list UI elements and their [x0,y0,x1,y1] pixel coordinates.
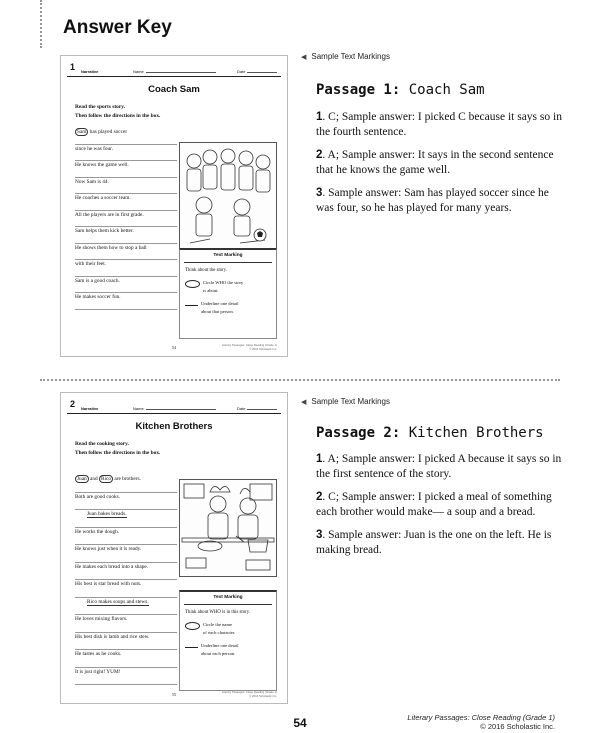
story-line: Sam helps them kick better. [75,227,177,244]
left-triangle-icon: ◀ [301,399,307,406]
circled-word: Sam [77,129,87,135]
story-line: He shows them how to stop a ball [75,244,177,261]
answer-number: 3 [316,529,323,541]
passage1-date-label: Date [237,69,277,74]
answer-number: 2 [316,491,323,503]
story-line: All the players are in first grade. [75,211,177,228]
credit-line: © 2016 Scholastic Inc. [249,693,277,698]
passage1-text-marking-box [179,248,277,339]
passage1-instructions [75,103,160,121]
passage-name: Kitchen Brothers [408,425,544,441]
story-line: He knows the game well. [75,161,177,178]
underline-icon [185,642,198,648]
answer-item [316,148,566,178]
answer-number: 1 [316,111,323,123]
instruction-text: is about. [203,287,219,293]
story-line: Sam is a good coach. [75,277,177,294]
story-line: Both are good cooks. [75,493,177,511]
passage2-name-label: Name [133,406,216,411]
answer-text: . A; Sample answer: It says in the second sentence that he knows the game well. [316,149,554,176]
circled-word: Rico [101,476,112,482]
instruction-text: about that person. [201,308,234,314]
instruction-line: Then follow the directions in the box. [75,450,161,456]
passage2-story-title: Kitchen Brothers [135,421,213,432]
story-line: He tastes as he cooks. [75,650,177,668]
instruction-line: Read the sports story. [75,104,126,110]
story-text: and [88,476,100,482]
underlined-detail: Rico makes soups and stews. [87,598,149,605]
text-marking-underline-item [185,642,271,657]
kitchen-brothers-illustration [179,479,277,577]
answer-item [316,490,566,520]
answer-text: . C; Sample answer: I picked a meal of something each brother would make— a soup and a bread. [316,491,552,518]
story-line: His best dish is lamb and rice stew. [75,633,177,651]
story-text: are brothers. [113,476,141,482]
story-line: with their feet. [75,260,177,277]
credit-line: Literary Passages: Close Reading (Grade 1) [221,343,277,347]
section-divider [40,379,560,381]
story-line [75,510,177,528]
story-line: It is just right! YUM! [75,668,177,686]
passage2-header [67,399,281,414]
passage1-answers [316,110,566,216]
passage1-number: 1 [70,62,76,72]
answer-number: 1 [316,453,323,465]
passage1-name-label: Name [133,69,216,74]
passage2-page-footer: 55 [172,692,176,697]
passage-name: Coach Sam [408,82,485,98]
answer-item [316,186,566,216]
text-marking-circle-item [185,279,271,294]
passage1-genre: Narrative [81,69,99,74]
instruction-text: Circle the name [203,622,233,627]
passage2-credit [222,691,277,698]
answer-text: . Sample answer: Sam has played soccer since he was four, so he has played for many years. [316,187,549,214]
story-line [75,128,177,145]
passage1-sample-label [301,52,390,61]
credit-line: Literary Passages: Close Reading (Grade 1) [221,690,277,694]
instruction-line: Then follow the directions in the box. [75,113,161,119]
passage1-title [316,82,485,98]
story-line [75,475,177,493]
answer-item [316,528,566,558]
passage2-instructions [75,440,160,458]
answer-item [316,452,566,482]
story-line: He loves mixing flavors. [75,615,177,633]
passage2-date-label: Date [237,406,277,411]
passage-number: Passage 2: [316,425,401,441]
story-line: He works the dough. [75,528,177,546]
story-line: His best is star bread with nuts. [75,580,177,598]
passage2-story-lines [75,475,177,685]
soccer-team-illustration [179,142,277,254]
instruction-text: Underline one detail [201,301,239,306]
passage1-story-title: Coach Sam [148,84,200,95]
passage1-credit [222,344,277,351]
instruction-text: Circle WHO the story [203,280,244,285]
passage2-text-marking-box [179,590,277,691]
answer-number: 2 [316,149,323,161]
text-marking-intro: Think about the story. [185,268,228,273]
book-credit [407,713,555,731]
passage2-answers [316,452,566,558]
passage2-thumbnail [60,392,288,704]
answer-number: 3 [316,187,323,199]
story-line: He makes each bread into a shape. [75,563,177,581]
copyright: © 2016 Scholastic Inc. [480,722,555,731]
credit-line: © 2016 Scholastic Inc. [249,346,277,351]
oval-icon [185,622,200,630]
story-line: since he was four. [75,145,177,162]
passage1-thumbnail [60,55,288,357]
answer-text: . A; Sample answer: I picked A because it says so in the first sentence of the story. [316,453,562,480]
text-marking-underline-item [185,300,271,315]
sample-label-text: Sample Text Markings [311,397,390,406]
story-text: has played soccer [88,129,128,135]
passage2-genre: Narrative [81,406,99,411]
answer-text: . Sample answer: Juan is the one on the left. He is making bread. [316,529,552,556]
passage2-sample-label [301,397,390,406]
passage1-story-lines [75,128,177,310]
page-number: 54 [293,716,307,730]
passage2-number: 2 [70,399,76,409]
passage-number: Passage 1: [316,82,401,98]
instruction-text: of each character. [203,629,236,635]
story-line [75,598,177,616]
oval-icon [185,280,200,288]
circled-word: Juan [77,476,87,482]
story-line: He makes soccer fun. [75,293,177,310]
story-line: Now Sam is 44. [75,178,177,195]
answer-text: . C; Sample answer: I picked C because it says so in the fourth sentence. [316,111,562,138]
instruction-text: Underline one detail [201,643,239,648]
instruction-text: about each person. [201,650,236,656]
story-line: He knows just when it is ready. [75,545,177,563]
instruction-line: Read the cooking story. [75,441,129,447]
page-title: Answer Key [63,17,172,38]
left-triangle-icon: ◀ [301,54,307,61]
text-marking-intro: Think about WHO is in this story. [185,610,251,615]
story-line: He coaches a soccer team. [75,194,177,211]
text-marking-circle-item [185,621,271,636]
text-marking-title: Text Marking [184,595,272,605]
passage1-header [67,62,281,77]
dotted-margin-line [40,0,42,48]
answer-item [316,110,566,140]
book-title: Literary Passages: Close Reading (Grade 1) [407,713,555,722]
passage1-page-footer: 54 [172,345,176,350]
underline-icon [185,300,198,306]
sample-label-text: Sample Text Markings [311,52,390,61]
passage2-title [316,425,544,441]
text-marking-title: Text Marking [184,253,272,263]
underlined-detail: Juan bakes breads. [87,511,127,517]
